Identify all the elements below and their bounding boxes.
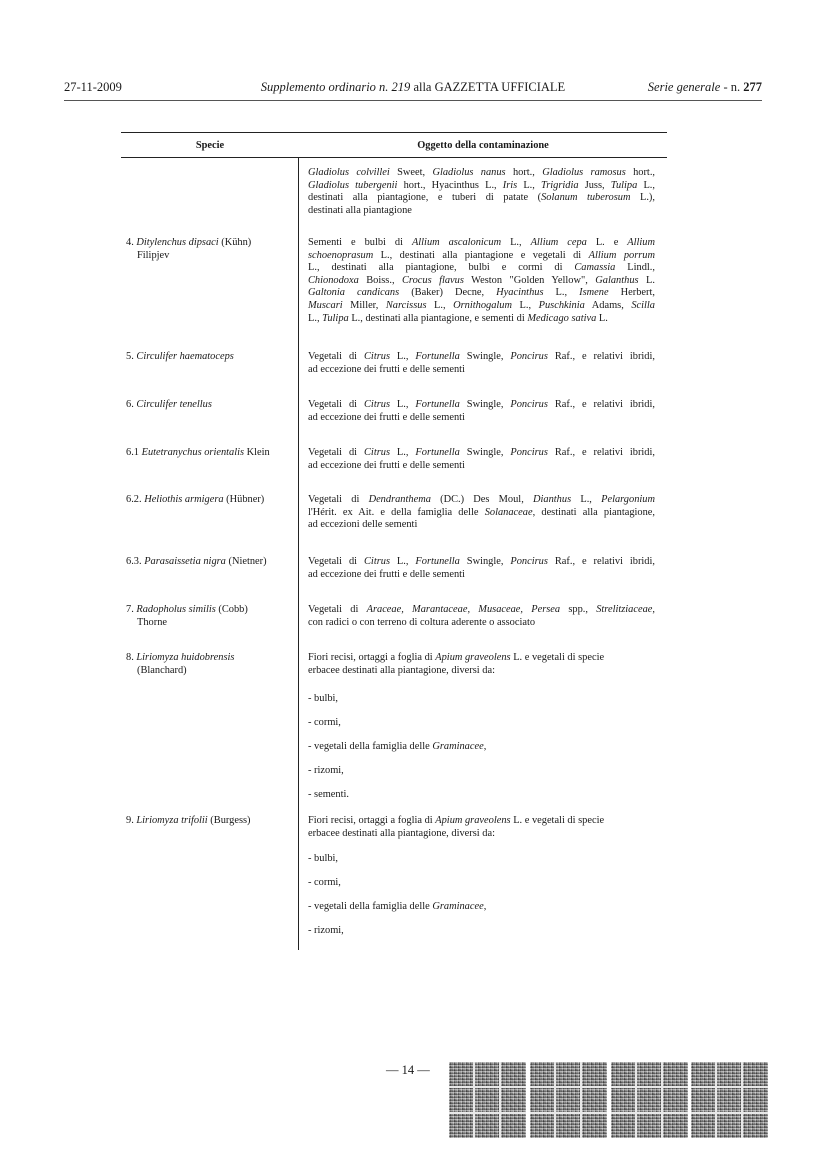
text-run: ad eccezioni delle sementi: [308, 519, 418, 531]
text-run: con radici o con terreno di coltura aderente o associato: [308, 616, 536, 628]
species-name: [126, 815, 298, 828]
italic-text-run: Allium cepa: [530, 237, 587, 248]
text-run: l'Hérit. ex Ait. e della famiglia delle: [308, 506, 485, 518]
security-pattern-icon: [691, 1062, 768, 1138]
species-num: 8.: [126, 652, 137, 663]
species-num: 6.2.: [126, 494, 145, 505]
species-author: (Nietner): [225, 556, 267, 567]
contamination-object: [308, 237, 655, 325]
page-header: [64, 78, 762, 98]
text-run: L. e: [586, 237, 628, 248]
publication-title: Supplemento ordinario n. 219 alla GAZZETTA UFFICIALE: [260, 80, 566, 94]
species-name: Eutetranychus orientalis: [141, 447, 245, 458]
text-run: L., destinati alla piantagione e vegetali di: [373, 249, 589, 261]
text-run: - bulbi,: [308, 693, 339, 704]
text-run: Fiori recisi, ortaggi a foglia di: [308, 815, 436, 826]
column-divider: [298, 158, 299, 950]
italic-text-run: Poncirus: [510, 556, 548, 567]
publication-date: 27-11-2009: [64, 80, 122, 94]
species-name: Liriomyza huidobrensis: [136, 652, 235, 663]
species-author: (Kühn): [218, 237, 252, 248]
italic-text-run: Graminacee: [432, 741, 484, 752]
italic-text-run: Galanthus: [595, 274, 639, 286]
text-line: [308, 262, 655, 275]
text-run: Herbert,: [608, 287, 655, 299]
text-run: ,: [483, 741, 487, 752]
italic-text-run: Crocus flavus: [402, 274, 464, 286]
text-run: erbacee destinati alla piantagione, diversi da:: [308, 827, 495, 839]
text-run: Vegetali di: [308, 351, 364, 362]
text-run: ,: [483, 901, 487, 912]
italic-text-run: Citrus: [364, 447, 390, 458]
italic-text-run: Allium porrum: [588, 249, 655, 261]
species-name: [126, 447, 298, 460]
text-run: hort.,: [505, 167, 543, 178]
italic-text-run: Fortunella: [415, 447, 460, 458]
species-name: [126, 237, 298, 262]
species-line: [126, 652, 298, 665]
species-num: 9.: [126, 815, 137, 826]
exclusion-item: [308, 789, 349, 800]
text-run: L., destinati alla piantagione, bulbi e cormi di: [308, 262, 575, 274]
text-run: L.,: [571, 494, 602, 505]
species-num: 5.: [126, 351, 137, 362]
species-line: [126, 815, 298, 828]
species-name: [126, 351, 298, 364]
text-line: [308, 519, 655, 532]
text-run: Fiori recisi, ortaggi a foglia di: [308, 652, 436, 663]
security-stamp-strip: [449, 1062, 769, 1138]
text-run: Vegetali di: [308, 556, 364, 567]
text-run: hort.,: [625, 167, 656, 178]
security-pattern-icon: [530, 1062, 607, 1138]
italic-text-run: Citrus: [364, 556, 390, 567]
species-name: Parasaissetia nigra: [144, 556, 226, 567]
italic-text-run: Poncirus: [510, 399, 548, 410]
text-run: destinati alla piantagione: [308, 204, 412, 216]
text-line: [308, 351, 655, 364]
text-run: Swingle,: [459, 556, 511, 567]
contamination-object: [308, 351, 655, 376]
text-line: [308, 205, 655, 218]
text-line: [308, 460, 655, 473]
text-run: Raf., e relativi ibridi,: [547, 556, 655, 567]
text-run: - vegetali della famiglia delle: [308, 901, 433, 912]
text-line: [308, 364, 655, 377]
contamination-object: [308, 652, 655, 677]
italic-text-run: Apium graveolens: [435, 815, 511, 826]
text-run: L.,: [390, 399, 416, 410]
italic-text-run: Trigridia: [541, 179, 579, 191]
italic-text-run: schoenoprasum: [308, 249, 374, 261]
species-name: [126, 399, 298, 412]
exclusion-item: [308, 741, 486, 752]
italic-text-run: Gladiolus ramosus: [542, 167, 626, 178]
header-rule: [64, 100, 762, 101]
text-run: (DC.) Des Moul,: [430, 494, 534, 505]
italic-text-run: Ornithogalum: [453, 299, 512, 311]
text-run: ad eccezione dei frutti e delle sementi: [308, 568, 465, 580]
italic-text-run: Araceae, Marantaceae, Musaceae, Persea: [366, 604, 561, 615]
text-line: [308, 652, 655, 665]
species-name: Heliothis armigera: [144, 494, 224, 505]
text-run: L.: [596, 312, 608, 324]
species-name: Ditylenchus dipsaci: [136, 237, 219, 248]
species-author: Thorne: [137, 616, 168, 628]
text-run: ,: [652, 604, 655, 615]
species-name: [126, 604, 298, 629]
text-run: - sementi.: [308, 789, 349, 800]
species-line: [126, 556, 298, 569]
text-run: L.,: [390, 351, 416, 362]
italic-text-run: Medicago sativa: [527, 312, 597, 324]
table-header: [121, 132, 667, 158]
security-pattern-icon: [449, 1062, 526, 1138]
text-run: L. e vegetali di specie: [510, 652, 605, 663]
italic-text-run: Citrus: [364, 399, 390, 410]
text-run: L.,: [390, 447, 416, 458]
text-run: - cormi,: [308, 877, 341, 888]
contamination-object: [308, 556, 655, 581]
text-run: Sweet,: [389, 167, 433, 178]
text-run: , destinati alla piantagione,: [532, 506, 655, 518]
italic-text-run: Allium: [627, 237, 655, 248]
text-run: L.,: [517, 179, 542, 191]
text-run: Weston "Golden Yellow",: [463, 274, 596, 286]
species-num: 6.1: [126, 447, 142, 458]
species-line: [126, 604, 298, 617]
text-line: [308, 447, 655, 460]
text-run: L.,: [426, 299, 454, 311]
italic-text-run: Scilla: [631, 299, 655, 311]
exclusion-item: [308, 925, 344, 936]
species-line: [126, 447, 298, 460]
italic-text-run: Ismene: [579, 287, 609, 299]
italic-text-run: Dianthus: [533, 494, 572, 505]
italic-text-run: Poncirus: [510, 351, 548, 362]
text-run: Raf., e relativi ibridi,: [547, 447, 655, 458]
exclusion-item: [308, 877, 341, 888]
text-run: Vegetali di: [308, 399, 364, 410]
text-run: L., destinati alla piantagione, e sementi di: [348, 312, 528, 324]
species-line: [126, 351, 298, 364]
species-name: Liriomyza trifolii: [136, 815, 208, 826]
species-author: (Hübner): [223, 494, 265, 505]
text-line: [308, 412, 655, 425]
italic-text-run: Camassia: [574, 262, 616, 274]
contamination-object: [308, 815, 655, 840]
contamination-object: [308, 494, 655, 532]
text-run: Swingle,: [459, 447, 511, 458]
species-num: 7.: [126, 604, 137, 615]
contamination-object: [308, 167, 655, 217]
exclusion-item: [308, 901, 486, 912]
italic-text-run: Gladiolus nanus: [432, 167, 506, 178]
text-run: - vegetali della famiglia delle: [308, 741, 433, 752]
species-num: 6.3.: [126, 556, 145, 567]
text-run: Lindl.,: [615, 262, 655, 274]
italic-text-run: Fortunella: [415, 399, 460, 410]
italic-text-run: Solanaceae: [484, 506, 533, 518]
text-run: ad eccezione dei frutti e delle sementi: [308, 411, 465, 423]
text-run: - rizomi,: [308, 925, 344, 936]
text-run: - cormi,: [308, 717, 341, 728]
text-line: [308, 815, 655, 828]
species-name: [126, 556, 298, 569]
italic-text-run: Iris: [502, 179, 518, 191]
text-line: [308, 617, 655, 630]
text-run: Vegetali di: [308, 494, 369, 505]
text-line: [308, 250, 655, 263]
italic-text-run: Allium ascalonicum: [411, 237, 502, 248]
text-run: L.,: [512, 299, 539, 311]
text-line: [308, 237, 655, 250]
species-name: [126, 652, 298, 677]
italic-text-run: Gladiolus tubergenii: [308, 179, 398, 191]
exclusion-item: [308, 693, 338, 704]
italic-text-run: Tulipa: [322, 312, 349, 324]
text-run: destinati alla piantagione, e tuberi di patate (: [308, 192, 542, 204]
species-name: Radopholus similis: [136, 604, 216, 615]
italic-text-run: Graminacee: [432, 901, 484, 912]
text-line: [308, 167, 655, 180]
text-run: - bulbi,: [308, 853, 339, 864]
italic-text-run: Tulipa: [610, 179, 638, 191]
italic-text-run: Galtonia candicans: [308, 287, 400, 299]
text-run: L.),: [630, 192, 655, 204]
text-line: [308, 494, 655, 507]
security-pattern-icon: [611, 1062, 688, 1138]
text-line: [308, 192, 655, 205]
series-info: Serie generale - n. 277: [647, 80, 762, 94]
italic-text-run: Poncirus: [510, 447, 548, 458]
text-run: L.: [638, 274, 655, 286]
species-name: Circulifer tenellus: [136, 399, 212, 410]
text-run: L.,: [637, 179, 655, 191]
italic-text-run: Citrus: [364, 351, 390, 362]
text-run: L. e vegetali di specie: [510, 815, 605, 826]
text-run: L.,: [501, 237, 531, 248]
text-line: [308, 569, 655, 582]
species-author: (Blanchard): [137, 664, 187, 676]
text-line: [308, 399, 655, 412]
italic-text-run: Hyacinthus: [496, 287, 544, 299]
text-line: [308, 300, 655, 313]
text-line: [308, 556, 655, 569]
contamination-table: [121, 132, 667, 158]
text-run: hort., Hyacinthus L.,: [397, 179, 503, 191]
text-run: Vegetali di: [308, 604, 367, 615]
text-line: [308, 313, 655, 326]
text-line: [308, 604, 655, 617]
italic-text-run: Fortunella: [415, 556, 460, 567]
italic-text-run: Gladiolus colvillei: [308, 167, 390, 178]
text-line: [308, 287, 655, 300]
exclusion-item: [308, 853, 338, 864]
text-run: spp.,: [560, 604, 597, 615]
text-run: L.,: [308, 312, 323, 324]
species-line: [126, 494, 298, 507]
page-number: — 14 —: [386, 1063, 430, 1077]
species-author: Filipjev: [137, 249, 170, 261]
italic-text-run: Puschkinia: [538, 299, 585, 311]
species-author: Klein: [244, 447, 270, 458]
italic-text-run: Chionodoxa: [308, 274, 359, 286]
species-num: 6.: [126, 399, 137, 410]
text-run: Juss,: [578, 179, 611, 191]
text-line: [308, 180, 655, 193]
species-line: [126, 399, 298, 412]
contamination-object: [308, 604, 655, 629]
text-line: [308, 828, 655, 841]
species-num: 4.: [126, 237, 137, 248]
italic-text-run: Fortunella: [415, 351, 460, 362]
column-header-specie: Specie: [195, 140, 225, 151]
text-run: Boiss.,: [358, 274, 402, 286]
text-run: Raf., e relativi ibridi,: [547, 399, 655, 410]
text-line: [308, 275, 655, 288]
text-run: (Baker) Decne,: [399, 287, 497, 299]
text-run: - rizomi,: [308, 765, 344, 776]
contamination-object: [308, 447, 655, 472]
italic-text-run: Apium graveolens: [435, 652, 511, 663]
text-run: Miller,: [342, 299, 386, 311]
text-line: [308, 507, 655, 520]
text-run: L.,: [543, 287, 580, 299]
exclusion-item: [308, 717, 341, 728]
text-run: Sementi e bulbi di: [308, 237, 412, 248]
species-author: (Burgess): [207, 815, 251, 826]
italic-text-run: Pelargonium: [601, 494, 655, 505]
text-run: Swingle,: [459, 351, 511, 362]
italic-text-run: Narcissus: [385, 299, 427, 311]
species-line: [126, 237, 298, 250]
column-header-oggetto: Oggetto della contaminazione: [417, 140, 549, 151]
species-author: (Cobb): [215, 604, 248, 615]
italic-text-run: Muscari: [308, 299, 343, 311]
text-run: ad eccezione dei frutti e delle sementi: [308, 363, 465, 375]
text-line: [308, 665, 655, 678]
text-run: erbacee destinati alla piantagione, diversi da:: [308, 664, 495, 676]
italic-text-run: Dendranthema: [368, 494, 431, 505]
contamination-object: [308, 399, 655, 424]
italic-text-run: Solanum tuberosum: [541, 192, 631, 204]
text-run: Vegetali di: [308, 447, 364, 458]
exclusion-item: [308, 765, 344, 776]
text-run: Raf., e relativi ibridi,: [547, 351, 655, 362]
text-run: L.,: [390, 556, 416, 567]
text-run: Swingle,: [459, 399, 511, 410]
text-run: Adams,: [584, 299, 632, 311]
text-run: ad eccezione dei frutti e delle sementi: [308, 459, 465, 471]
italic-text-run: Strelitziaceae: [596, 604, 653, 615]
species-name: [126, 494, 298, 507]
species-name: Circulifer haematoceps: [136, 351, 234, 362]
